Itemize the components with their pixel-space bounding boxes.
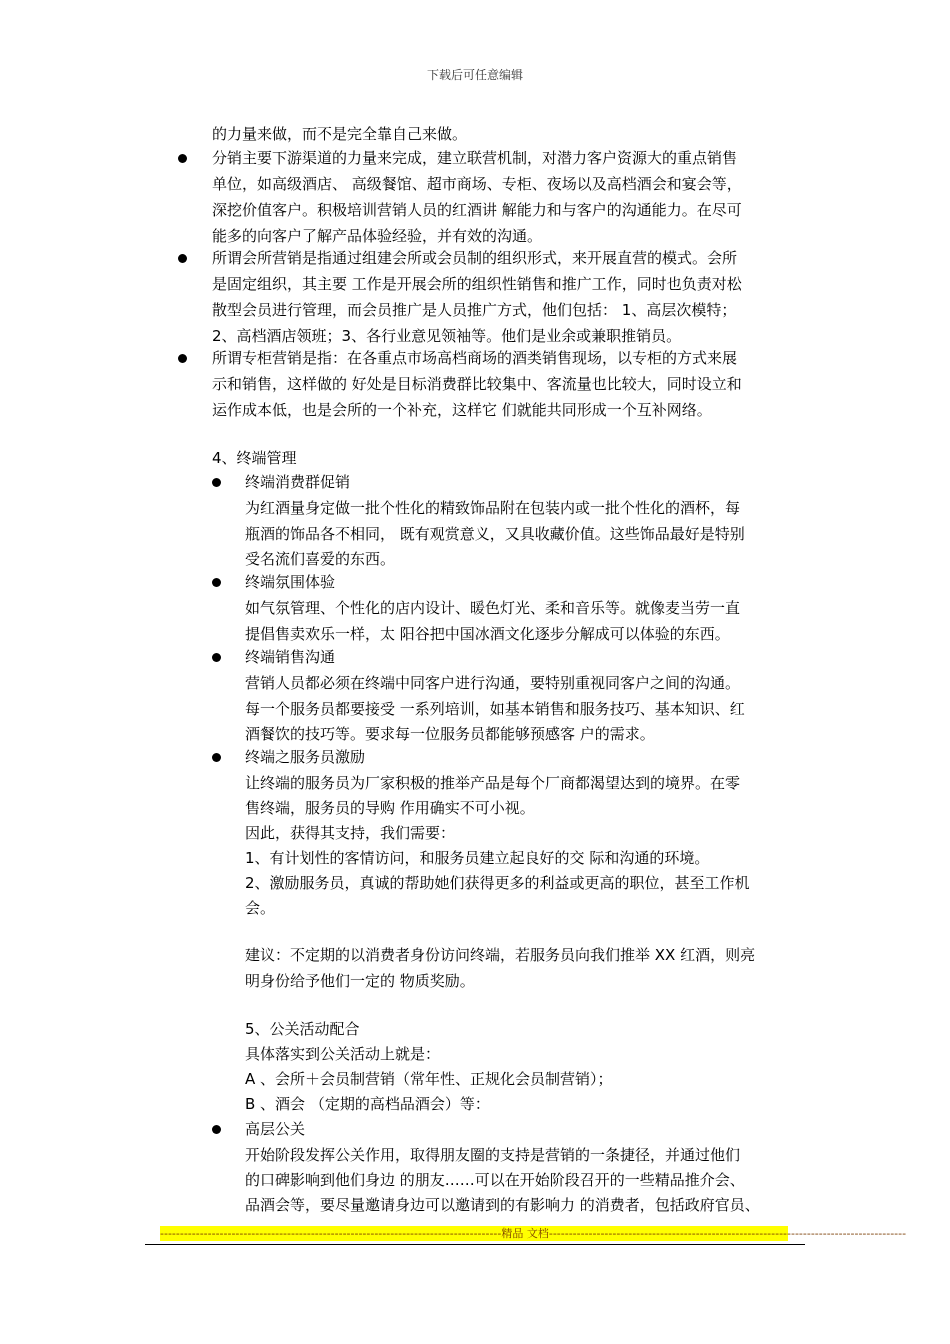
paragraph-line: 每一个服务员都要接受 一系列培训，如基本销售和服务技巧、基本知识、红	[245, 700, 745, 718]
paragraph-line: 示和销售，这样做的 好处是目标消费群比较集中、客流量也比较大，同时设立和	[212, 375, 742, 393]
paragraph-line: 让终端的服务员为厂家积极的推举产品是每个厂商都渴望达到的境界。在零	[245, 774, 741, 792]
paragraph-line: 能多的向客户了解产品体验经验，并有效的沟通。	[212, 227, 543, 245]
paragraph-line: 为红酒量身定做一批个性化的精致饰品附在包装内或一批个性化的酒杯，每	[245, 499, 741, 517]
paragraph-line: 会。	[245, 899, 276, 917]
paragraph-line: 受名流们喜爱的东西。	[245, 550, 396, 568]
paragraph-line: 2、高档酒店领班；3、各行业意见领袖等。他们是业余或兼职推销员。	[212, 327, 682, 345]
section-heading: 4、终端管理	[212, 449, 297, 467]
footer-text: --------------------------------------------------------------------------------------精品 文档------------------------------------------------------------------------------------------	[160, 1227, 907, 1240]
bullet-icon	[178, 354, 187, 363]
suggestion-line: 建议：不定期的以消费者身份访问终端，若服务员向我们推举 XX 红酒，则亮	[245, 946, 756, 964]
paragraph-line: 1、有计划性的客情访问，和服务员建立起良好的交 际和沟通的环境。	[245, 849, 710, 867]
paragraph-line: 的力量来做，而不是完全靠自己来做。	[212, 125, 468, 143]
bullet-icon	[212, 653, 221, 662]
bullet-icon	[212, 753, 221, 762]
bullet-icon	[212, 1125, 221, 1134]
paragraph-line: 售终端，服务员的导购 作用确实不可小视。	[245, 799, 535, 817]
paragraph-line: 单位，如高级酒店、 高级餐馆、超市商场、专柜、夜场以及高档酒会和宴会等，	[212, 175, 742, 193]
bullet-icon	[212, 478, 221, 487]
paragraph-line: 2、激励服务员，真诚的帮助她们获得更多的利益或更高的职位，甚至工作机	[245, 874, 750, 892]
footer-divider	[145, 1244, 805, 1245]
paragraph-line: 的口碑影响到他们身边 的朋友……可以在开始阶段召开的一些精品推介会、	[245, 1171, 745, 1189]
item-title: 终端之服务员激励	[245, 748, 366, 766]
paragraph-line: 品酒会等，要尽量邀请身边可以邀请到的有影响力 的消费者，包括政府官员、	[245, 1196, 760, 1214]
paragraph-line: 酒餐饮的技巧等。要求每一位服务员都能够预感客 户的需求。	[245, 725, 655, 743]
paragraph-line: 运作成本低，也是会所的一个补充，这样它 们就能共同形成一个互补网络。	[212, 401, 712, 419]
bullet-icon	[178, 154, 187, 163]
paragraph-line: 如气氛管理、个性化的店内设计、暖色灯光、柔和音乐等。就像麦当劳一直	[245, 599, 741, 617]
item-title: 终端氛围体验	[245, 573, 336, 591]
paragraph-line: 所谓专柜营销是指：在各重点市场高档商场的酒类销售现场，以专柜的方式来展	[212, 349, 738, 367]
paragraph-line: 散型会员进行管理，而会员推广是人员推广方式，他们包括： 1、高层次模特；	[212, 301, 737, 319]
section-heading: 5、公关活动配合	[245, 1020, 360, 1038]
paragraph-line: 因此，获得其支持，我们需要：	[245, 824, 456, 842]
suggestion-line: 明身份给予他们一定的 物质奖励。	[245, 972, 475, 990]
paragraph-line: 营销人员都必须在终端中同客户进行沟通，要特别重视同客户之间的沟通。	[245, 674, 741, 692]
paragraph-line: 具体落实到公关活动上就是：	[245, 1045, 441, 1063]
paragraph-line: 是固定组织，其主要 工作是开展会所的组织性销售和推广工作，同时也负责对松	[212, 275, 742, 293]
bullet-icon	[212, 578, 221, 587]
paragraph-line: 深挖价值客户。积极培训营销人员的红酒讲 解能力和与客户的沟通能力。在尽可	[212, 201, 742, 219]
item-title: 终端消费群促销	[245, 473, 351, 491]
paragraph-line: B 、酒会 （定期的高档品酒会）等：	[245, 1095, 490, 1113]
item-title: 高层公关	[245, 1120, 306, 1138]
paragraph-line: 提倡售卖欢乐一样，太 阳谷把中国冰酒文化逐步分解成可以体验的东西。	[245, 625, 730, 643]
item-title: 终端销售沟通	[245, 648, 336, 666]
bullet-icon	[178, 254, 187, 263]
paragraph-line: 分销主要下游渠道的力量来完成，建立联营机制，对潜力客户资源大的重点销售	[212, 149, 738, 167]
paragraph-line: 开始阶段发挥公关作用，取得朋友圈的支持是营销的一条捷径，并通过他们	[245, 1146, 741, 1164]
paragraph-line: 所谓会所营销是指通过组建会所或会员制的组织形式，来开展直营的模式。会所	[212, 249, 738, 267]
paragraph-line: 瓶酒的饰品各不相同， 既有观赏意义，又具收藏价值。这些饰品最好是特别	[245, 525, 745, 543]
paragraph-line: A 、会所＋会员制营销（常年性、正规化会员制营销）；	[245, 1070, 613, 1088]
page-header: 下载后可任意编辑	[426, 68, 523, 82]
